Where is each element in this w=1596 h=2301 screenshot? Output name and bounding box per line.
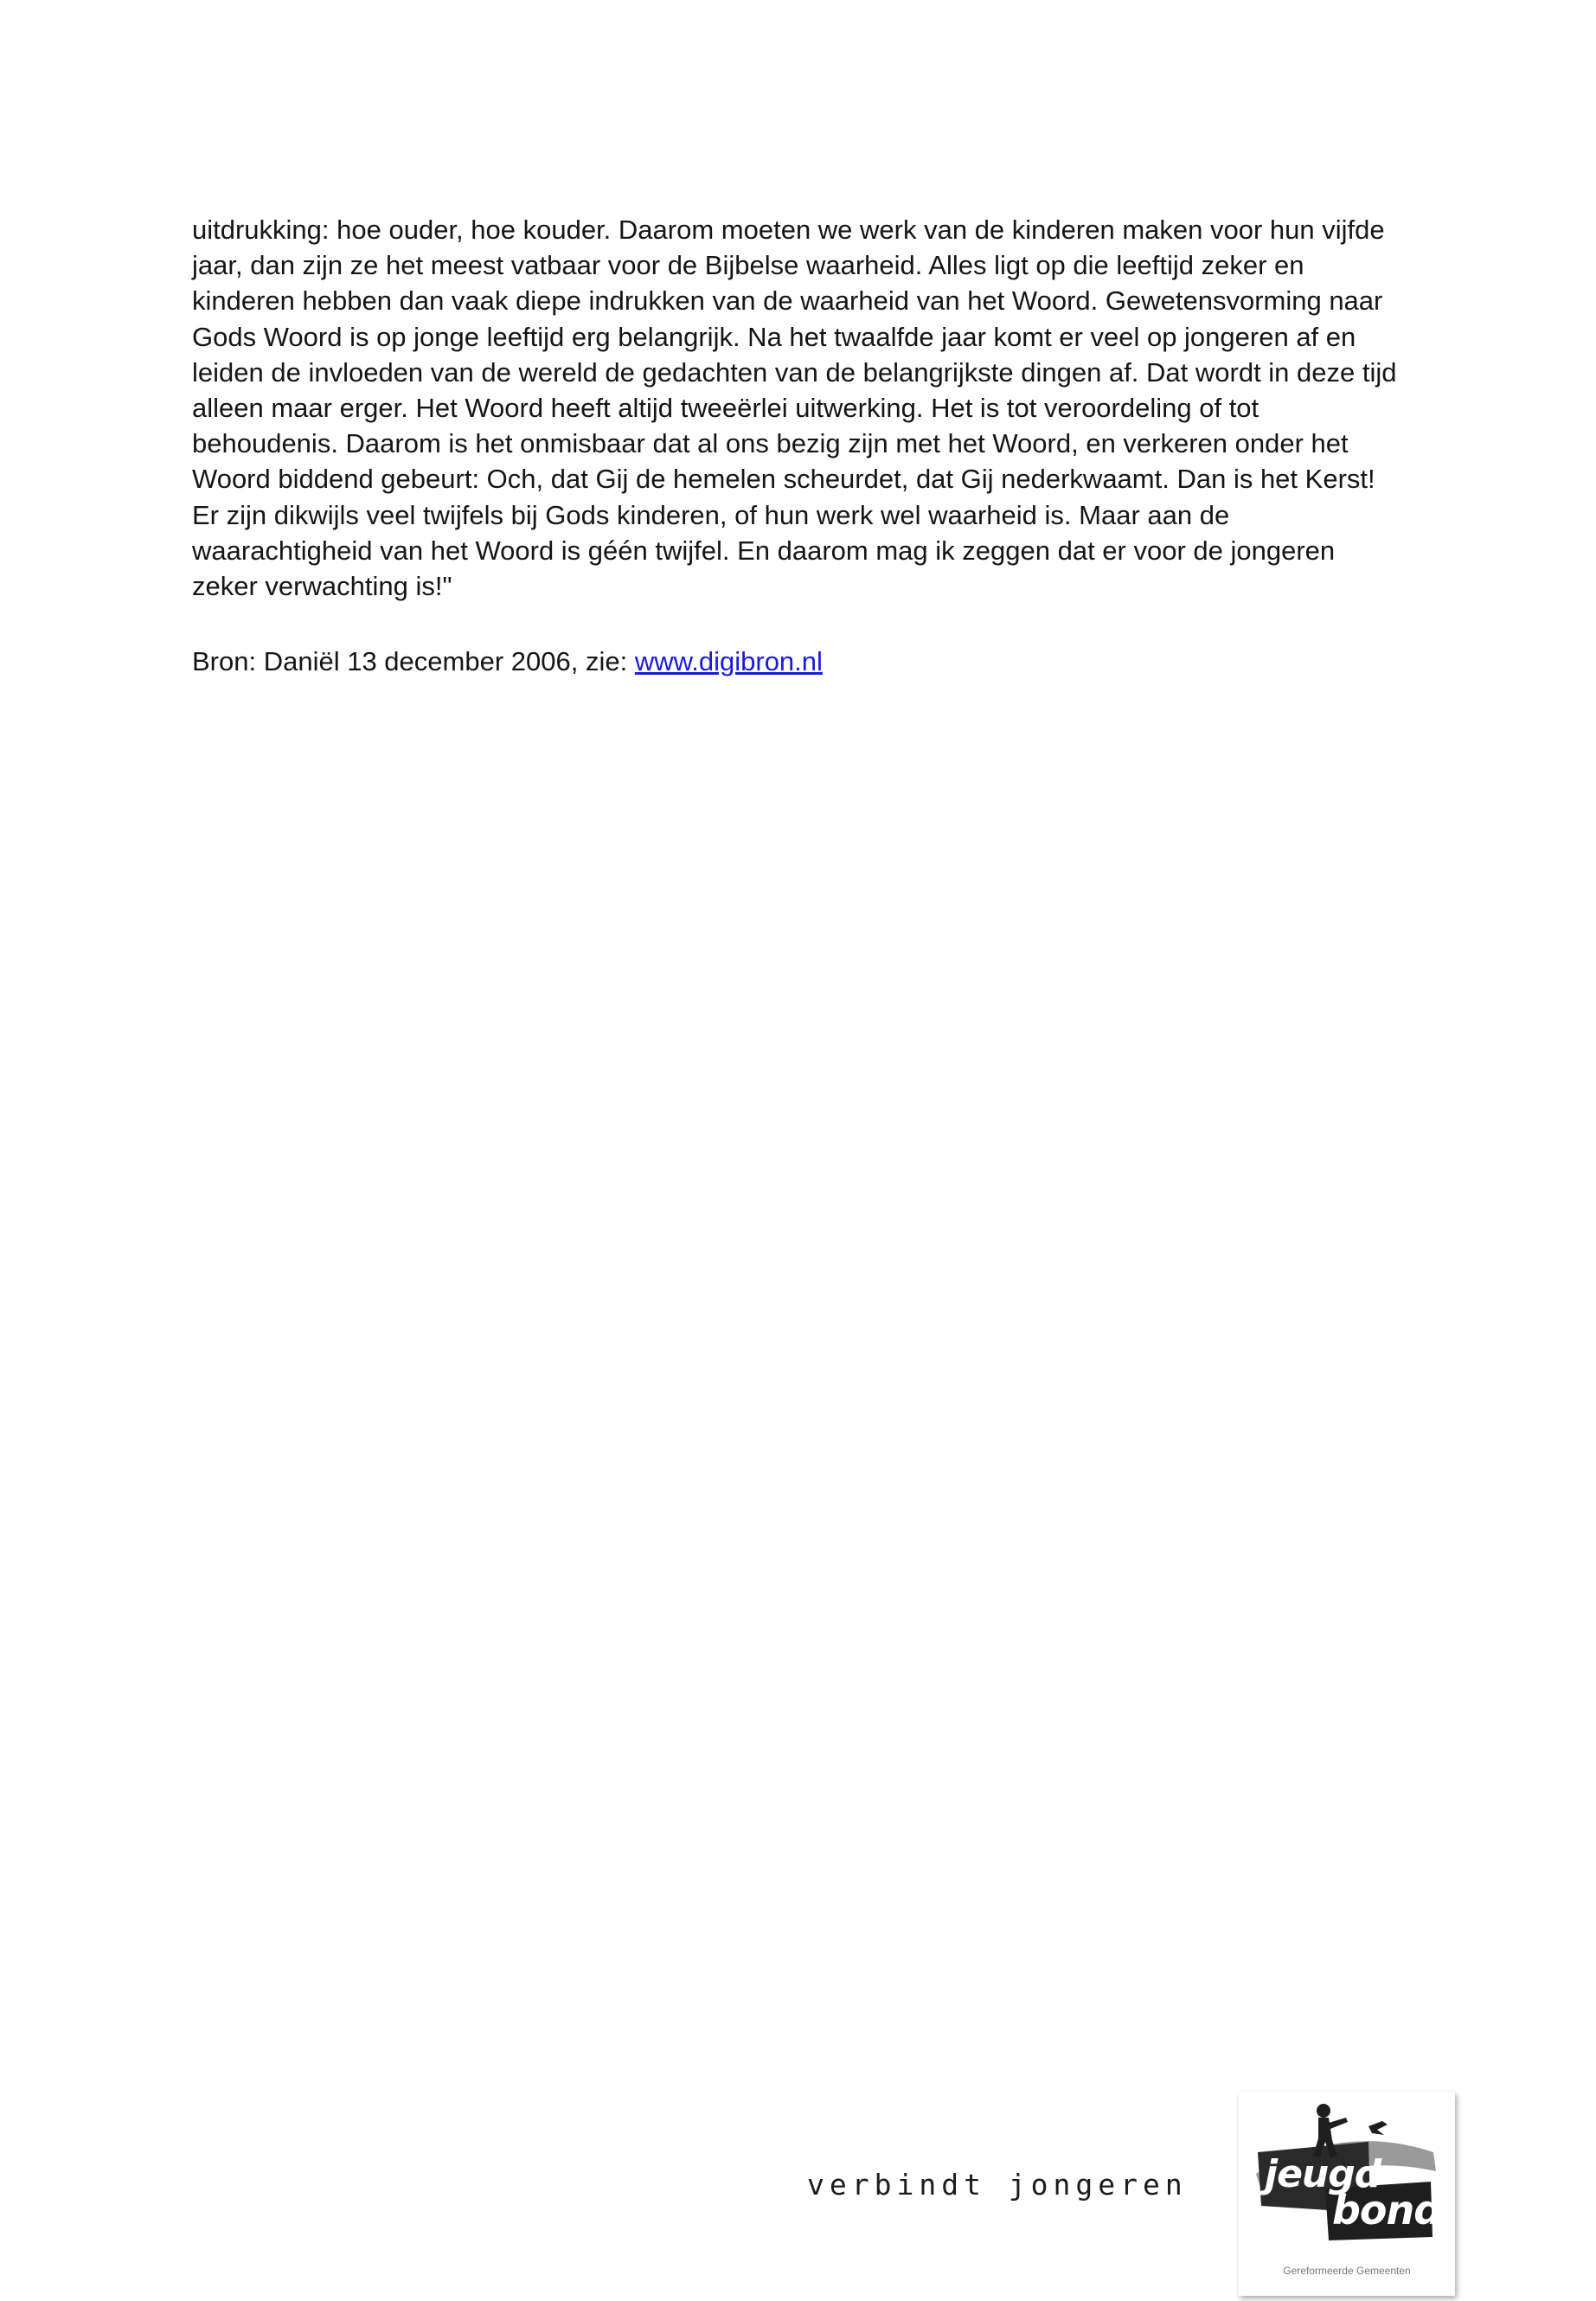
footer-tagline: verbindt jongeren [807, 2168, 1188, 2202]
source-citation [192, 644, 823, 679]
logo-word-bond: bond [1332, 2187, 1442, 2234]
paragraph-line: Woord biddend gebeurt: Och, dat Gij de hemelen scheurdet, dat Gij nederkwaamt. Dan is het Kerst! [192, 464, 1375, 495]
paragraph-line: alleen maar erger. Het Woord heeft altijd tweeërlei uitwerking. Het is tot veroordeling of tot [192, 393, 1259, 424]
paragraph-line: waarachtigheid van het Woord is géén twijfel. En daarom mag ik zeggen dat er voor de jongeren [192, 535, 1336, 566]
paragraph-line: uitdrukking: hoe ouder, hoe kouder. Daarom moeten we werk van de kinderen maken voor hun vijfde [192, 215, 1385, 245]
article-paragraph [192, 212, 1420, 604]
source-prefix: Bron: Daniël 13 december 2006, zie: [192, 646, 635, 676]
paragraph-line: Gods Woord is op jonge leeftijd erg belangrijk. Na het twaalfde jaar komt er veel op jongeren af en [192, 321, 1356, 352]
paragraph-line: leiden de invloeden van de wereld de gedachten van de belangrijkste dingen af. Dat wordt in deze tijd [192, 356, 1397, 388]
logo-word-jeugd: jeugd [1265, 2152, 1381, 2196]
paragraph-line: behoudenis. Daarom is het onmisbaar dat al ons bezig zijn met het Woord, en verkeren onder het [192, 428, 1349, 459]
paragraph-line: Er zijn dikwijls veel twijfels bij Gods kinderen, of hun werk wel waarheid is. Maar aan de [192, 499, 1230, 530]
logo-subtitle: Gereformeerde Gemeenten [1283, 2265, 1411, 2277]
paragraph-line: jaar, dan zijn ze het meest vatbaar voor de Bijbelse waarheid. Alles ligt op die leeftijd zeker en [192, 250, 1304, 281]
paragraph-line: kinderen hebben dan vaak diepe indrukken van de waarheid van het Woord. Gewetensvorming naar [192, 285, 1383, 317]
source-link[interactable]: www.digibron.nl [634, 646, 823, 676]
paragraph-line: zeker verwachting is!" [192, 571, 452, 602]
jeugdbond-logo [1239, 2092, 1455, 2296]
